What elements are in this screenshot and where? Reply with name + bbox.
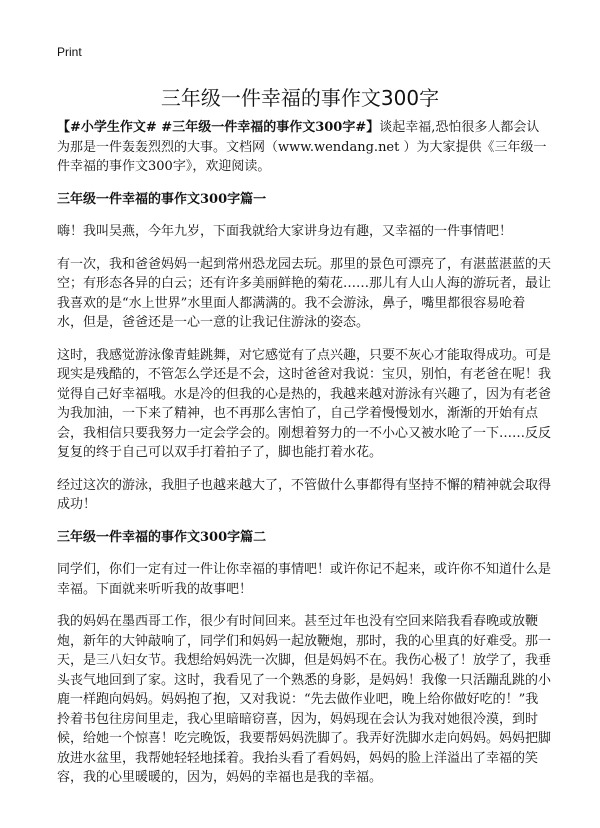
paragraph: 我的妈妈在墨西哥工作，很少有时间回来。甚至过年也没有空回来陪我看春晚或放鞭炮，新年的大钟敲响了，同学们和妈妈一起放鞭炮，那时，我的心里真的好难受。那一天，是三八妇女节。我想给妈妈洗一次脚，但是妈妈不在。我伤心极了！放学了，我垂头丧气地回到了家。这时，我看见了一个熟悉的身影，是妈妈！我像一只活蹦乱跳的小鹿一样跑向妈妈。妈妈抱了抱，又对我说：“先去做作业吧，晚上给你做好吃的！”我拎着书包往房间里走，我心里暗暗窃喜，因为，妈妈现在会认为我对她很冷漠，到时候，给她一个惊喜！吃完晚饭，我要帮妈妈洗脚了。我弄好洗脚水走向妈妈。妈妈把脚放进水盆里，我帮她轻轻地揉着。我抬头看了看妈妈，妈妈的脸上洋溢出了幸福的笑容，我的心里暖暖的，因为，妈妈的幸福也是我的幸福。: [57, 614, 552, 785]
intro-tag: 【#小学生作文# #三年级一件幸福的事作文300字#】: [57, 120, 380, 135]
paragraph: 经过这次的游泳，我胆子也越来越大了，不管做什么事都得有坚持不懈的精神就会取得成功！: [57, 477, 552, 512]
paragraph: 嗨！我叫吴燕，今年九岁，下面我就给大家讲身边有趣，又幸福的一件事情吧！: [57, 224, 513, 239]
paragraph: 这时，我感觉游泳像青蛙跳舞，对它感觉有了点兴趣，只要不灰心才能取得成功。可是现实是残酷的，不管怎么学还是不会，这时爸爸对我说：宝贝，别怕，有老爸在呢！我觉得自己好幸福哦。水是冷的但我的心是热的，我越来越对游泳有兴趣了，因为有老爸为我加油，一下来了精神，也不再那么害怕了，自己学着慢慢划水，渐渐的开始有点会，我相信只要我努力一定会学会的。刚想着努力的一不小心又被水呛了一下……反反复复的终于自己可以双手打着拍子了，脚也能打着水花。: [57, 347, 552, 460]
intro-text: 谈起幸福,恐怕很多人都会认为那是一件轰轰烈烈的大事。文档网（www.wendang.net ）为大家提供《三年级一件幸福的事作文300字》，欢迎阅读。: [57, 120, 547, 174]
section-heading-1: 三年级一件幸福的事作文300字篇一: [57, 191, 267, 207]
paragraph: 有一次，我和爸爸妈妈一起到常州恐龙园去玩。那里的景色可漂亮了，有湛蓝湛蓝的天空；有形态各异的白云；还有许多美丽鲜艳的菊花……那儿有人山人海的游玩者，最让我喜欢的是“水上世界”水里面人都满满的。我不会游泳，鼻子，嘴里都很容易呛着水，但是，爸爸还是一心一意的让我记住游泳的姿态。: [57, 256, 552, 330]
paragraph: 同学们，你们一定有过一件让你幸福的事情吧！或许你记不起来，或许你不知道什么是幸福。下面就来听听我的故事吧！: [57, 562, 552, 597]
section-heading-2: 三年级一件幸福的事作文300字篇二: [57, 529, 267, 545]
page-title: 三年级一件幸福的事作文300字: [160, 86, 440, 110]
document-body: [57, 118, 551, 801]
print-label: Print: [57, 45, 82, 59]
intro-paragraph: [57, 118, 551, 177]
